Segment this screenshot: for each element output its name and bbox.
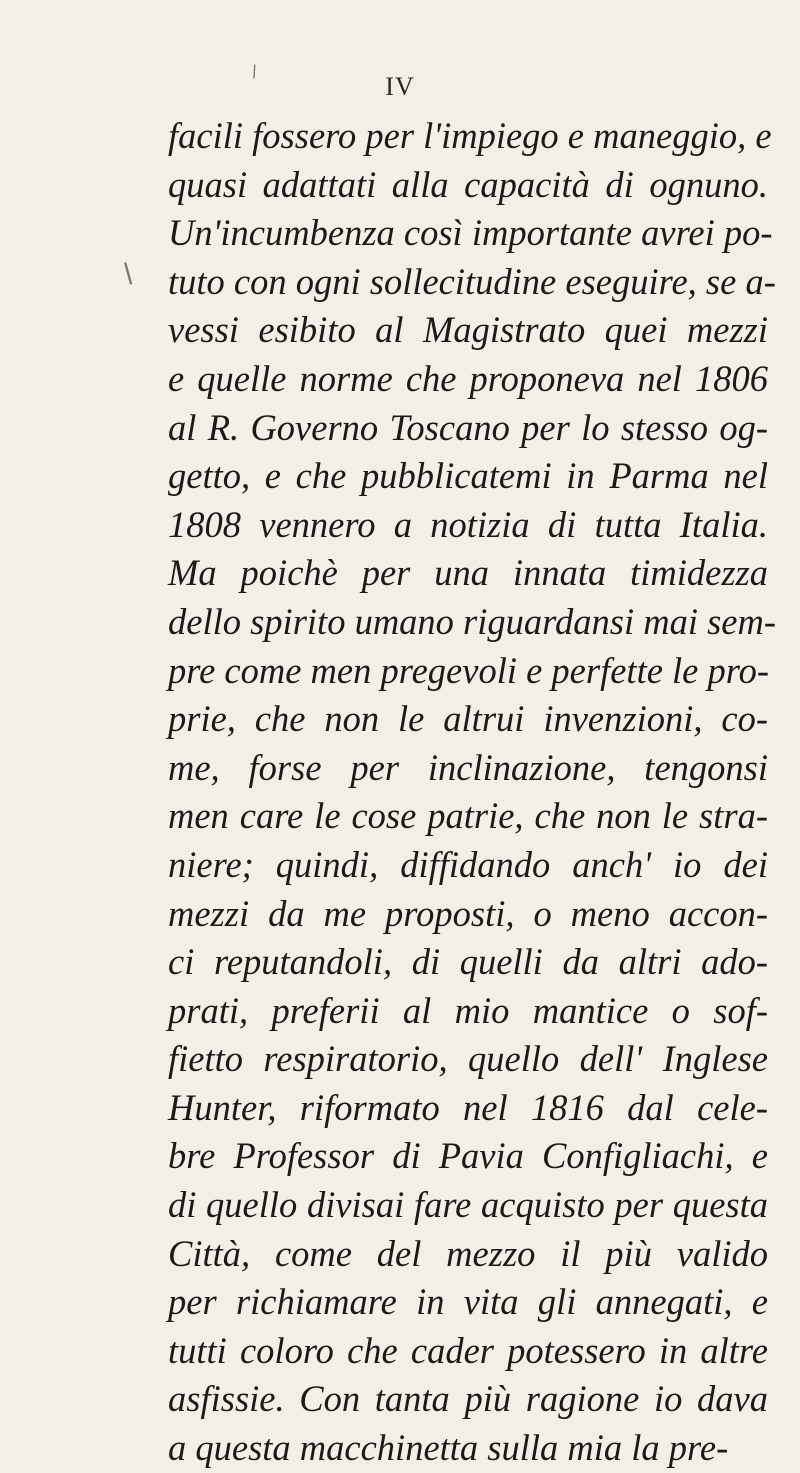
text-line: a questa macchinetta sulla mia la pre-: [168, 1427, 729, 1469]
text-line: Città, come del mezzo il più valido: [168, 1232, 768, 1274]
text-line: Hunter, riformato nel 1816 dal cele-: [168, 1086, 768, 1128]
text-line: tutti coloro che cader potessero in altre: [168, 1329, 768, 1371]
text-line: asfissie. Con tanta più ragione io dava: [168, 1378, 768, 1420]
page-number: IV: [385, 72, 415, 101]
text-line: mezzi da me proposti, o meno accon-: [168, 892, 768, 934]
text-line: quasi adattati alla capacità di ognuno.: [168, 163, 768, 205]
text-line: vessi esibito al Magistrato quei mezzi: [168, 309, 768, 351]
text-line: pre come men pregevoli e perfette le pro-: [168, 649, 770, 691]
text-line: 1808 vennero a notizia di tutta Italia.: [168, 503, 768, 545]
text-line: Un'incumbenza così importante avrei po-: [168, 212, 773, 254]
body-text: [168, 112, 777, 1473]
text-line: me, forse per inclinazione, tengonsi: [168, 746, 768, 788]
text-line: al R. Governo Toscano per lo stesso og-: [168, 406, 768, 448]
text-line: Ma poichè per una innata timidezza: [168, 552, 768, 594]
text-line: prati, preferii al mio mantice o sof-: [168, 989, 768, 1031]
margin-mark-top: /: [249, 61, 259, 83]
text-line: facili fossero per l'impiego e maneggio, e: [168, 115, 772, 156]
text-line: e quelle norme che proponeva nel 1806: [168, 357, 768, 399]
text-line: prie, che non le altrui invenzioni, co-: [168, 698, 768, 740]
text-line: niere; quindi, diffidando anch' io dei: [168, 843, 768, 885]
text-line: ci reputandoli, di quelli da altri ado-: [168, 941, 768, 983]
margin-mark-left: \: [124, 258, 133, 291]
text-line: fietto respiratorio, quello dell' Inglese: [168, 1038, 768, 1080]
text-line: men care le cose patrie, che non le stra-: [168, 795, 768, 837]
text-line: tuto con ogni sollecitudine eseguire, se a-: [168, 260, 776, 302]
text-line: getto, e che pubblicatemi in Parma nel: [168, 455, 768, 497]
text-line: bre Professor di Pavia Configliachi, e: [168, 1135, 768, 1177]
text-line: dello spirito umano riguardansi mai sem-: [168, 600, 777, 642]
text-line: di quello divisai fare acquisto per questa: [168, 1184, 768, 1226]
text-line: per richiamare in vita gli annegati, e: [168, 1281, 768, 1323]
